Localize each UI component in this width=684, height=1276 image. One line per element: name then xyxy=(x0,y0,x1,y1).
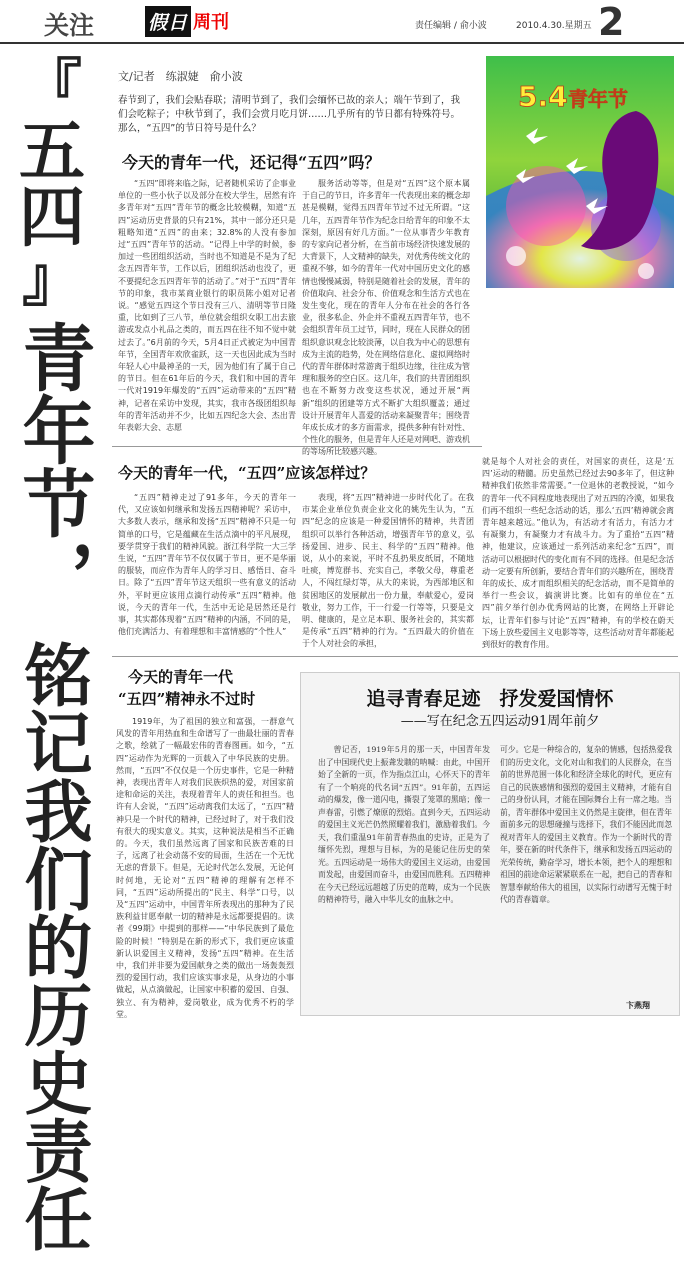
poster-artwork xyxy=(486,56,674,288)
main-title xyxy=(6,53,98,1252)
section1-column-2: 服务活动等等，但是对“五四”这个原本属于自己的节日，许多青年一代表现出来的概念却甚是模糊，觉得五四青年节过不过无所谓。“这几年，五四青年节作为纪念日给青年的印象不太深刻，原因有好几方面。”一位从事青少年教育的专家向记者分析，在当前市场经济快速发展的大背景下，人文精神的缺失，对优秀传统文化的重视不够，如今的青年一代对中国历史文化的感情也慢慢减弱，特别是随着社会的发展，青年的价值取向、社会分布、价值观念和生活方式也在发生变化，现在的青年人分布在社会的各行各业，很多私企、外企并不重视五四青年节，也不会组织青年员工过节，同时，现在人民群众的团组织意识观念比较淡薄，以自我为中心的思想有成为主流的趋势，处在网络信息化、虚拟网络时代的青年群体时常游离于组织边缘，往往成为管理和服务的空白区。这几年，我们的共青团组织也在不断努力改变这些状况，通过开展“两新”组织的团建等方式不断扩大组织覆盖；通过设计开展青年人喜爱的活动来凝聚青年；围绕青年成长成才的多方面需求，提供多种有针对性、个性化的服务，但是青年人还是对网吧、游戏机的等场所比较感兴趣。 xyxy=(302,179,470,457)
issue-date: 2010.4.30.星期五 xyxy=(516,21,592,31)
feature-box-column-1: 曾记否，1919年5月的那一天，中国青年发出了中国现代史上振聋发聩的呐喊：由此，中国开始了全新的一页，作为指点江山，心怀天下的青年有了一个响亮的代名词“五四”。91年前，五四运动的爆发，像一道闪电，撕裂了笼罩的黑暗；像一声春雷，引燃了燎原的烈焰。直到今天，五四运动的爱国主义光芒仍然照耀着我们，激励着我们。今天，我们重温91年前青春热血的史诗，正是为了缅怀先烈，理想与目标，为的是能记住历史的荣光。五四运动是一场伟大的爱国主义运动，由爱国而发起，由爱国而奋斗，由爱国而胜利。五四精神在今天已经远远超越了历史的范畴，成为一个民族的精神符号，融入中华儿女的血脉之中。 xyxy=(318,745,490,904)
section3-column: 1919年，为了祖国的独立和富强，一群意气风发的青年用热血和生命谱写了一曲最壮丽的青春之歌，绘就了一幅最宏伟的青春图画。如今，“五四”运动作为光辉的一页载入了中华民族的史册。然而，“五四”不仅仅是一个历史事件，它是一种精神，表现出青年人对我们民族炽热的爱，对国家前途和命运的关注，表现着青年人的责任和担当。也许有人会说，“五四”运动离我们太远了，“五四”精神只是一个时代的精神，已经过时了，对于我们没有很大的现实意义。其实，这种说法是相当不正确的。今天，我们虽然远离了国家和民族苦难的日子，远离了社会动荡不安的局面，生活在一个无忧无虑的背景下。但是，无论时代怎么发展，无论何时何地，无论对“五四”精神的理解有怎样不同，“五四”运动所提出的“民主、科学”口号，以及“五四”运动中，中国青年所表现出的那种为了民族利益甘愿奉献一切的精神是永远都要提倡的。读者《99期》中提到的那样——“中华民族到了最危险的时候！”特别是在新的形式下，我们更应该重新认识爱国主义精神，发扬“五四”精神。在生活中，我们并非要为爱国献身之类的做出一场轰轰烈烈的爱国行动，我们应该实事求是，从身边的小事做起，从点滴做起，让国家中积蓄的爱国、自强、独立、有为精神，爱岗敬业，成为优秀不朽的学堂。 xyxy=(116,717,294,1019)
feature-box-author: 卞燕翔 xyxy=(626,1001,650,1010)
masthead-weekly: 周刊 xyxy=(193,12,230,33)
byline: 文/记者 练淑婕 俞小波 xyxy=(118,70,243,83)
page-number: 2 xyxy=(598,0,625,44)
section1-column-1: “五四”即将来临之际，记者随机采访了企事业单位的一些小伙子以及部分在校大学生，居然有许多青年对“五四”青年节的概念比较模糊，知道“五四”运动历史背景的只有21%，其中一部分还只是粗略知道“五四”的由来；32.8%的人没有参加过“五四”青年节的活动。“记得上中学的时候，参加过一些团组织活动，当时也不知道是不是为了纪念五四青年节，工作以后，团组织活动也没了，更不要提纪念五四青年节的活动了。”对于“五四”青年节的印象，我市某商业银行的职员陈小姐对记者说。“感觉五四这个节日没有三八、清明等节日隆重，比如到了三八节，单位就会组织女职工出去旅游或发点小礼品之类的，而五四在往不知不觉中就过去了。”6月前的今天，5月4日正式被定为中国青年节，全国青年欢欣雀跃，这一天也因此成为当时年轻人心中最神圣的一天，因为他们有了属于自己的节日。但在61年后的今天，我们和中国的青年一代对1919年爆发的“五四”运动带来的“五四”精神，记者在采访中发现，其实，我市各级团组织每年的青年活动并不少，比如五四纪念大会、杰出青年表彰大会、志愿 xyxy=(118,179,296,433)
editor-credit: 责任编辑 / 俞小波 xyxy=(415,21,487,31)
feature-box-title: 追寻青春足迹 抒发爱国情怀 xyxy=(366,688,614,710)
section-label: 关注 xyxy=(44,11,95,40)
section-divider xyxy=(112,446,482,447)
title-quote-open: 『 xyxy=(22,53,82,123)
flower-icon xyxy=(638,263,654,279)
flower-icon xyxy=(506,246,526,266)
feature-box-subtitle: ——写在纪念五四运动91周年前夕 xyxy=(400,714,600,729)
newspaper-logo xyxy=(145,5,229,37)
title-quote-close: 』 xyxy=(22,245,82,315)
section2-column-2: 表现，将“五四”精神进一步时代化了。在我市某企业单位负责企业文化的姚先生认为，“五四”纪念的应该是一种爱国情怀的精神，共青团组织可以举行各种活动，增强青年节的意义，弘扬爱国、进步、民主、科学的“五四”精神。他说，从小的来说，平时不乱扔果皮纸屑，不随地吐痰，博览群书、充实自己，孝敬父母，尊重老人，不闯红绿灯等，从大的来说，为西部地区和贫困地区的发展献出一份力量，奉献爱心，爱岗敬业，努力工作，干一行爱一行等等，只要是文明、健康的，是立足本职、服务社会的，其实都是传承“五四”精神的行为。“五四最大的价值在于个人对社会的承担， xyxy=(302,493,474,649)
title-line-2: 铭记我们的历史责任 xyxy=(13,640,92,1252)
title-line-1: 青年节， xyxy=(9,320,95,612)
section3-heading-line-1: 今天的青年一代 xyxy=(128,668,234,686)
section-divider xyxy=(112,656,678,657)
feature-box-column-2: 可少。它是一种综合的，复杂的情感，包括热爱我们的历史文化，文化对山和我们的人民群众，在当前的世界范围一体化和经济全球化的时代，更应有自己的民族感情和强烈的爱国主义精神，才能有自己的身份认同，才能在国际舞台上有一席之地。当前，青年群体中爱国主义仍然是主旋律，但在青年面前多元的思想碰撞与选择下，我们不能因此而忽视对青年人的爱国主义教育。作为一个新时代的青年，要在新的时代条件下，继承和发扬五四运动的光荣传统，勤奋学习，增长本领，把个人的理想和祖国的前途命运紧紧联系在一起，把自己的青春和智慧奉献给伟大的祖国，以实际行动谱写无愧于时代的青春篇章。 xyxy=(500,745,672,904)
poster-title-text: 青年节 xyxy=(568,87,628,111)
section2-heading: 今天的青年一代，“五四”应该怎样过？ xyxy=(118,464,376,482)
section3-heading-line-2: “五四”精神永不过时 xyxy=(118,690,256,708)
youth-day-poster xyxy=(486,56,674,288)
title-char-si: 四 xyxy=(19,178,85,256)
intro-paragraph: 春节到了，我们会贴春联；清明节到了，我们会缅怀已故的亲人；端午节到了，我们会吃粽子；中秋节到了，我们会赏月吃月饼……几乎所有的节日都有特殊符号。那么，“五四”的节日符号是什么？ xyxy=(118,95,461,134)
section2-column-1: “五四”精神走过了91多年，今天的青年一代，又应该如何继承和发扬五四精神呢？采访中，大多数人表示，继承和发扬“五四”精神不只是一句简单的口号，它是蕴藏在生活点滴中的平凡展现，要学贯穿于我们的精神风貌。浙江科学院一大三学生说，“五四”青年节不仅仅属于节日，更不是华丽的服装，而应作为青年人的学习日、感悟日、奋斗日。除了“五四”青年节这天组织一些有意义的活动外，平时更应该用点滴行动传承“五四”精神。他说，今天的青年一代，生活中无论是居然还是行事，其实都体现着“五四”精神的内涵，不同的是，他们充满活力、有着理想和丰富情感的“个性人” xyxy=(118,493,296,637)
masthead-name: 假日 xyxy=(145,6,191,37)
poster-title-number: 5.4 xyxy=(518,80,568,113)
title-char-wu: 五 xyxy=(19,112,85,190)
section2-column-3: 就是每个人对社会的责任，对国家的责任，这是‘五四’运动的精髓。历史虽然已经过去90多年了，但这种精神我们依然非常需要。”一位退休的老教授说，“如今的青年一代不同程度地表现出了对五四的冷漠，如果我们再不组织一些纪念活动的话，那么‘五四’精神就会离青年越来越远。”他认为，有活动才有活力，有活力才有凝聚力，有凝聚力才有战斗力。为了重拾“五四”精神，他建议，应该通过一系列活动来纪念“五四”，而活动可以根据时代的变化而有不同的选择。但是纪念活动一定要有所创新，要结合青年们的兴趣所在，围绕青年的成长、成才而组织相关的纪念活动，而不是简单的举行一些会议，搞演讲比赛。比如有的单位在“五四”前夕举行创办优秀网站的比赛，在网络上开辟论坛，让青年们参与讨论“五四”精神，有的学校在蔚天下场上放些爱国主义电影等等，这些活动对青年都能起到很好的教育作用。 xyxy=(482,457,674,650)
section1-heading: 今天的青年一代，还记得“五四”吗？ xyxy=(122,153,381,172)
